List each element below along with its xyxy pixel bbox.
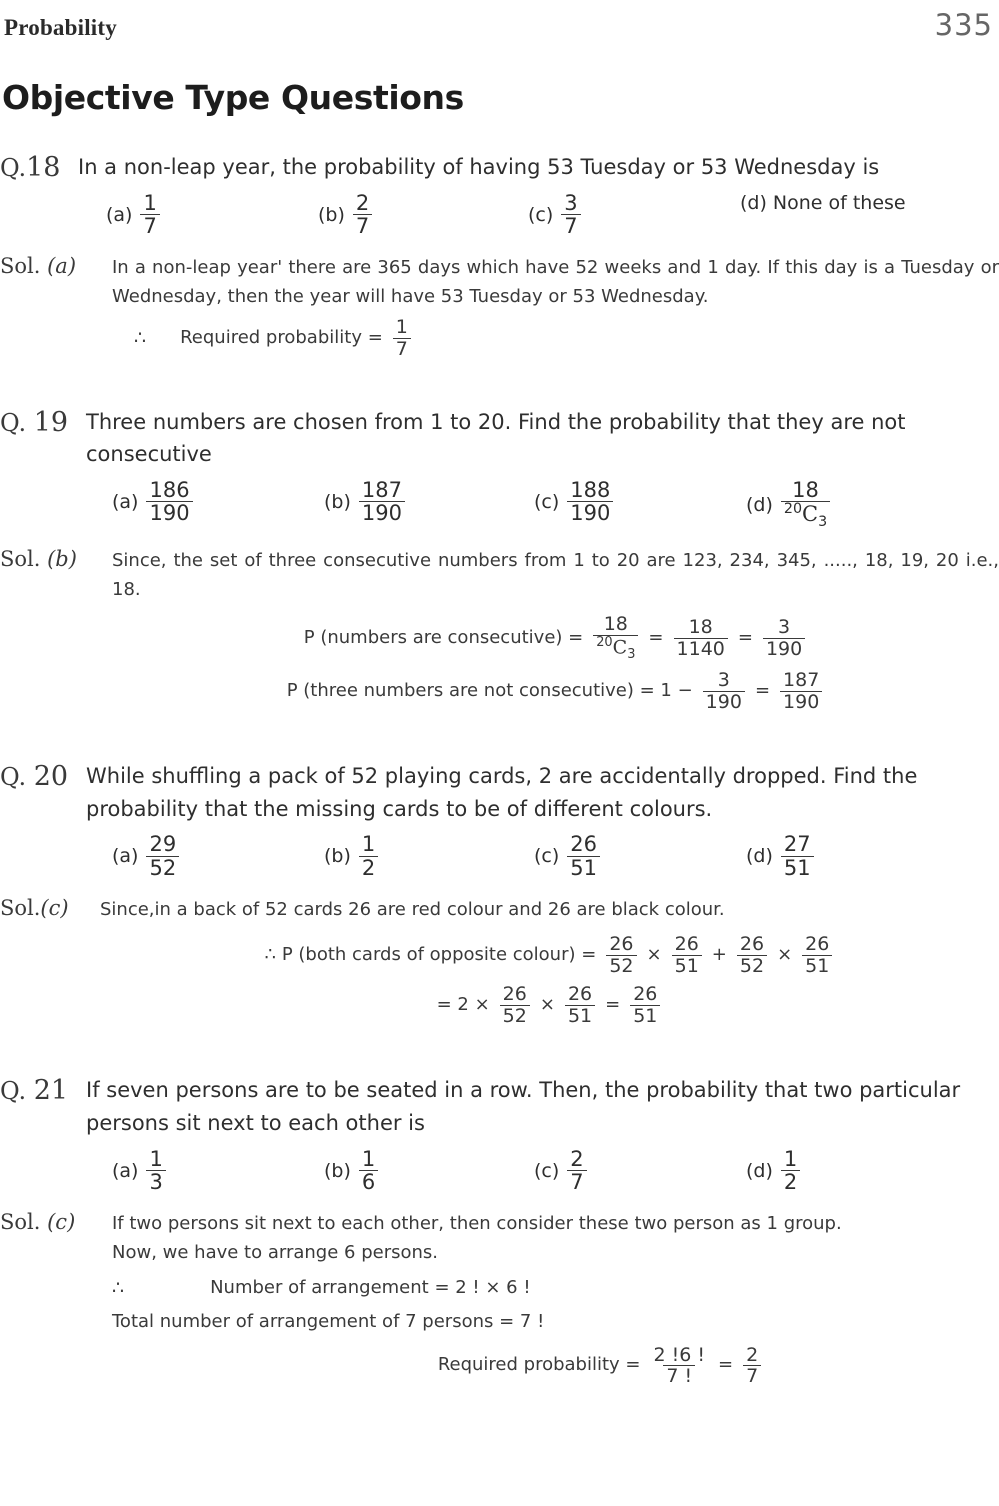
option-text: None of these (772, 191, 906, 214)
operator: = (718, 1354, 734, 1376)
fraction: $\frac{186}{190}$ (146, 479, 192, 525)
question-block-21 (0, 1074, 999, 1386)
option-tag: (d) (746, 1159, 773, 1182)
fraction: $\frac{1}{2}$ (359, 833, 378, 879)
question-line: are not consecutive (86, 409, 906, 467)
option-tag: (c) (534, 490, 560, 513)
option-tag: (d) (746, 493, 773, 516)
option-c[interactable] (528, 192, 740, 238)
fraction: $\frac{1}{7}$ (393, 317, 411, 359)
option-b[interactable] (324, 833, 534, 879)
question-line: While shuffling a pack of 52 playing cards, 2 are accidentally dropped. (86, 764, 827, 789)
question-text-21 (86, 1074, 999, 1139)
solution-answer: (c) (40, 895, 69, 920)
option-tag: (b) (324, 490, 351, 513)
option-tag: (b) (324, 845, 351, 868)
solution-equation (112, 1345, 999, 1387)
option-a[interactable] (112, 1148, 324, 1194)
page-header (0, 0, 999, 42)
question-block-19 (0, 406, 999, 713)
solution-21 (0, 1210, 999, 1387)
fraction: $\frac{26}{52}$ (500, 984, 530, 1026)
equation-label: P (three numbers are not consecutive) = 1 − (286, 679, 693, 701)
option-b[interactable] (324, 479, 534, 525)
option-d[interactable] (746, 479, 832, 531)
operator: = (605, 993, 621, 1015)
combination-symbol: $^{20}C_3$ (593, 635, 638, 662)
operator: + (711, 943, 727, 965)
operator: = (648, 626, 664, 648)
fraction: $\frac{2 !6 !}{7 !}$ (653, 1343, 705, 1388)
combination-symbol: $^{20}C_3$ (781, 501, 830, 531)
question-line: In a non-leap year, the probability of having 53 Tuesday or (78, 155, 695, 179)
option-a[interactable] (106, 192, 318, 238)
solution-text: Since, the set of three consecutive numbers from 1 to 20 are 123, 234, 345, ....., 18, 19, 20 i.e., 18. (112, 549, 999, 600)
operator: = (737, 626, 753, 648)
option-a[interactable] (112, 479, 324, 525)
fraction: $\frac{3}{190}$ (703, 670, 745, 712)
option-tag: (c) (528, 203, 554, 226)
question-line: two particular persons sit next to each other is (86, 1078, 961, 1135)
fraction: $\frac{2}{7}$ (743, 1345, 761, 1387)
option-d[interactable] (746, 833, 816, 879)
fraction: $\frac{2}{7}$ (567, 1148, 586, 1194)
fraction: $\frac{26}{51}$ (567, 833, 600, 879)
solution-equation (112, 670, 999, 712)
solution-equation (112, 1273, 999, 1303)
fraction: $\frac{26}{52}$ (737, 934, 767, 976)
option-b[interactable] (318, 192, 528, 238)
fraction: $\frac{26}{52}$ (606, 934, 636, 976)
solution-body (112, 547, 999, 712)
operator: = (754, 679, 771, 701)
options-20 (0, 833, 999, 879)
fraction: $\frac{3}{190}$ (763, 617, 805, 659)
question-prefix: Q. (0, 763, 27, 792)
fraction: $\frac{187}{190}$ (359, 479, 405, 525)
solution-answer: (b) (47, 546, 77, 571)
fraction: $\frac{2}{7}$ (353, 192, 372, 238)
option-tag: (b) (324, 1159, 351, 1182)
question-text-19 (86, 406, 999, 471)
option-tag: (c) (534, 845, 560, 868)
solution-text: Since,in a back of 52 cards 26 are red colour and 26 are black colour. (100, 898, 725, 920)
fraction: $\frac{27}{51}$ (781, 833, 814, 879)
question-number: 20 (33, 761, 69, 793)
solution-body (112, 254, 999, 360)
question-block-20 (0, 760, 999, 1026)
operator: × (646, 943, 662, 965)
therefore-symbol: ∴ (134, 327, 147, 350)
solution-equation (112, 1308, 999, 1337)
option-tag: (d) (740, 191, 767, 214)
fraction: $\frac{26}{51}$ (802, 934, 832, 976)
fraction: $\frac{29}{52}$ (146, 833, 179, 879)
option-d[interactable] (740, 192, 906, 214)
solution-19 (0, 547, 999, 712)
fraction: $\frac{18}{1140}$ (674, 617, 728, 659)
equation-label: = 2 × (436, 993, 490, 1015)
solution-equation (112, 317, 999, 359)
solution-answer: (a) (47, 253, 77, 278)
fraction: $\frac{1}{6}$ (359, 1148, 378, 1194)
question-label-20 (0, 760, 86, 792)
solution-label: Sol. (c) (0, 1209, 76, 1234)
fraction: $\frac{26}{51}$ (630, 984, 660, 1026)
question-number: 19 (33, 406, 69, 438)
operator: × (539, 993, 555, 1015)
fraction: $\frac{18}{^{20}C_3}$ (593, 614, 638, 662)
option-c[interactable] (534, 833, 746, 879)
solution-20 (0, 896, 999, 1027)
section-heading: Objective Type Questions (2, 78, 464, 117)
option-tag: (c) (534, 1159, 560, 1182)
fraction: $\frac{188}{190}$ (567, 479, 613, 525)
options-21 (0, 1148, 999, 1194)
question-number: 18 (26, 152, 61, 183)
options-19 (0, 479, 999, 531)
solution-18 (0, 254, 999, 360)
solution-label: Sol. (a) (0, 253, 77, 278)
question-line: Three numbers are chosen from 1 to 20. Find the probability that they (86, 409, 824, 434)
fraction: $\frac{3}{7}$ (561, 192, 580, 238)
fraction: $\frac{1}{7}$ (140, 192, 159, 238)
question-prefix: Q. (0, 408, 27, 437)
option-tag: (b) (318, 203, 345, 226)
question-label-19 (0, 406, 86, 438)
option-c[interactable] (534, 479, 746, 525)
question-line: Find the probability that the missing cards to be of different colours. (86, 764, 918, 821)
option-c[interactable] (534, 1148, 746, 1194)
solution-body (100, 896, 999, 1027)
fraction: $\frac{1}{2}$ (781, 1148, 800, 1194)
solution-equation (100, 934, 999, 976)
options-18 (0, 192, 999, 238)
option-tag: (a) (112, 845, 139, 868)
solution-text: Now, we have to arrange 6 persons. (112, 1241, 438, 1263)
option-b[interactable] (324, 1148, 534, 1194)
equation-label: ∴ P (both cards of opposite colour) = (264, 943, 597, 965)
question-prefix: Q. (0, 1077, 27, 1106)
question-number: 21 (33, 1075, 69, 1107)
question-text-18 (78, 151, 999, 184)
question-line: 53 Wednesday is (700, 155, 880, 179)
question-text-20 (86, 760, 999, 825)
solution-text: If two persons sit next to each other, then consider these two person as 1 group. (112, 1212, 842, 1234)
question-line: If seven persons are to be seated in a row. Then, the probability that (86, 1078, 808, 1103)
solution-body (112, 1210, 999, 1387)
chapter-title: Probability (4, 15, 117, 40)
option-tag: (a) (112, 490, 139, 513)
solution-answer: (c) (47, 1209, 76, 1234)
equation-text: Total number of arrangement of 7 persons = 7 ! (112, 1310, 545, 1332)
solution-label: Sol.(c) (0, 895, 69, 920)
question-block-18 (0, 151, 999, 360)
solution-equation (100, 984, 999, 1026)
equation-label: Required probability = (437, 1354, 641, 1376)
operator: × (777, 943, 793, 965)
question-label-18 (0, 151, 78, 183)
therefore-symbol: ∴ (112, 1277, 125, 1300)
question-label-21 (0, 1074, 86, 1106)
solution-equation (112, 614, 999, 662)
fraction: $\frac{26}{51}$ (672, 934, 702, 976)
fraction: $\frac{18}{^{20}C_3}$ (781, 479, 830, 531)
page-number: 335 (934, 8, 993, 42)
fraction: $\frac{26}{51}$ (565, 984, 595, 1026)
solution-text: In a non-leap year' there are 365 days which have 52 weeks and 1 day. If this day is a Tuesday or Wednesday, then the year will have 53 Tuesday or 53 Wednesday. (112, 256, 999, 307)
fraction: $\frac{1}{3}$ (146, 1148, 165, 1194)
option-tag: (a) (106, 203, 133, 226)
option-a[interactable] (112, 833, 324, 879)
solution-label: Sol. (b) (0, 546, 77, 571)
option-tag: (a) (112, 1159, 139, 1182)
fraction: $\frac{187}{190}$ (780, 670, 822, 712)
option-d[interactable] (746, 1148, 802, 1194)
equation-label: P (numbers are consecutive) = (303, 626, 584, 648)
equation-text: Number of arrangement = 2 ! × 6 ! (210, 1277, 531, 1299)
option-tag: (d) (746, 845, 773, 868)
equation-label: Required probability = (180, 327, 383, 349)
question-prefix: Q. (0, 154, 27, 182)
